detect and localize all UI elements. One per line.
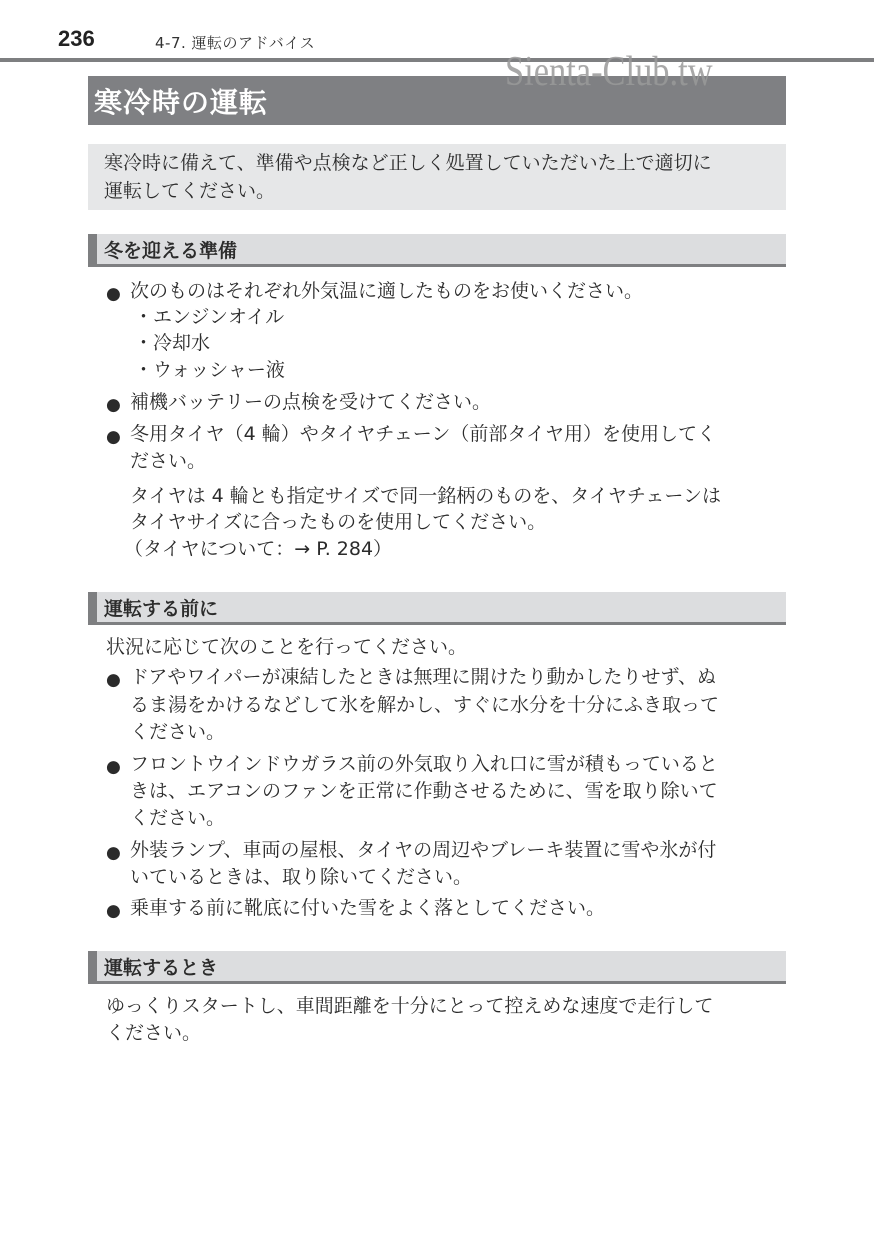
intro-line: 運転してください。 <box>104 180 276 202</box>
list-item-cont: ださい。 <box>130 450 207 472</box>
paragraph-line: ください。 <box>106 1022 202 1044</box>
sub-item: ・ウォッシャー液 <box>134 359 285 381</box>
section-heading-while-driving <box>88 951 786 984</box>
section-heading-before-driving <box>88 592 786 625</box>
page-number: 236 <box>58 26 95 51</box>
list-item: 補機バッテリーの点検を受けてください。 <box>130 391 492 413</box>
bullet-icon: ● <box>106 284 121 304</box>
bullet-icon: ● <box>106 427 121 447</box>
page-reference: （タイヤについて：→ P. 284） <box>124 538 393 560</box>
list-item: フロントウインドウガラス前の外気取り入れ口に雪が積もっていると <box>130 753 718 775</box>
header-rule <box>0 58 874 62</box>
note-line: タイヤは 4 輪とも指定サイズで同一銘柄のものを、タイヤチェーンは <box>130 485 721 507</box>
section-title: 運転するとき <box>104 957 219 979</box>
section-lead: 状況に応じて次のことを行ってください。 <box>106 636 468 658</box>
breadcrumb: 4-7. 運転のアドバイス <box>155 34 316 52</box>
list-item-cont: いているときは、取り除いてください。 <box>130 866 473 888</box>
intro-text <box>104 149 784 205</box>
bullet-icon: ● <box>106 757 121 777</box>
watermark: Sienta-Club.tw <box>505 49 713 95</box>
bullet-icon: ● <box>106 901 121 921</box>
list-item-cont: ください。 <box>130 721 226 743</box>
list-item: ドアやワイパーが凍結したときは無理に開けたり動かしたりせず、ぬ <box>130 666 716 688</box>
paragraph-line: ゆっくりスタートし、車間距離を十分にとって控えめな速度で走行して <box>106 995 714 1017</box>
list-item-cont: ください。 <box>130 807 226 829</box>
list-item: 外装ランプ、車両の屋根、タイヤの周辺やブレーキ装置に雪や氷が付 <box>130 839 717 861</box>
section-heading-winter-prep <box>88 234 786 267</box>
bullet-icon: ● <box>106 670 121 690</box>
sub-item: ・エンジンオイル <box>134 306 285 328</box>
sub-item: ・冷却水 <box>134 332 211 354</box>
list-item: 次のものはそれぞれ外気温に適したものをお使いください。 <box>130 280 644 302</box>
bullet-icon: ● <box>106 395 121 415</box>
page-title: 寒冷時の運転 <box>94 86 269 119</box>
list-item-cont: るま湯をかけるなどして氷を解かし、すぐに水分を十分にふき取って <box>130 694 720 716</box>
section-title: 運転する前に <box>104 598 219 620</box>
intro-line: 寒冷時に備えて、準備や点検など正しく処置していただいた上で適切に <box>104 152 712 174</box>
note-line: タイヤサイズに合ったものを使用してください。 <box>130 511 547 533</box>
list-item: 乗車する前に靴底に付いた雪をよく落としてください。 <box>130 897 606 919</box>
list-item-cont: きは、エアコンのファンを正常に作動させるために、雪を取り除いて <box>130 780 718 802</box>
bullet-icon: ● <box>106 843 121 863</box>
section-title: 冬を迎える準備 <box>104 240 238 262</box>
list-item: 冬用タイヤ（4 輪）やタイヤチェーン（前部タイヤ用）を使用してく <box>130 423 717 445</box>
